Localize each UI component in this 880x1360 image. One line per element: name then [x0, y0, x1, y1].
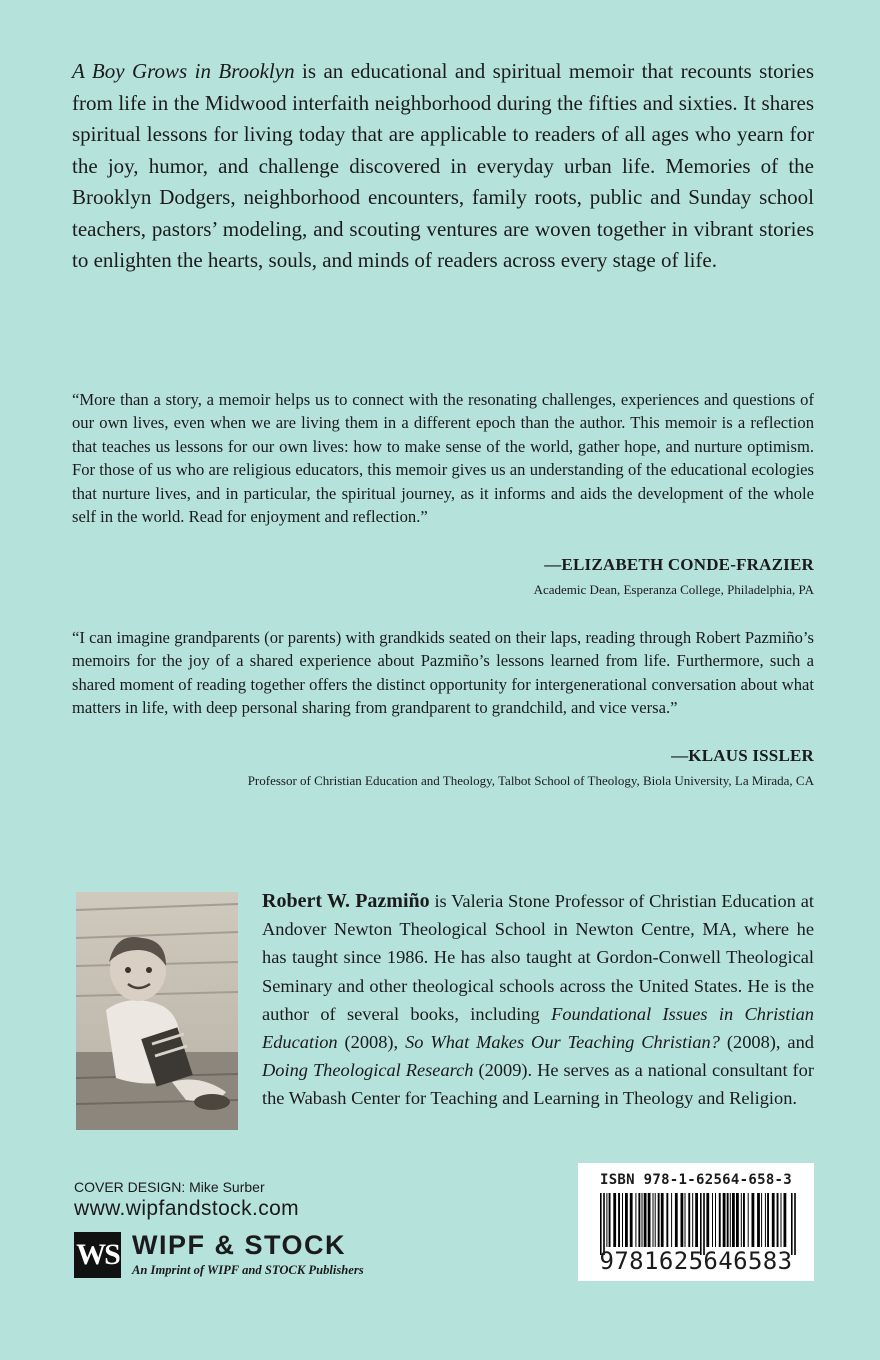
- barcode-bar: [752, 1193, 755, 1247]
- barcode-bar: [757, 1193, 760, 1247]
- barcode-bar: [700, 1193, 702, 1255]
- barcode-bar: [622, 1193, 623, 1247]
- isbn-barcode: [578, 1163, 814, 1281]
- publisher-imprint: An Imprint of WIPF and STOCK Publishers: [132, 1263, 364, 1277]
- author-photo: [76, 892, 238, 1130]
- endorsement-quote-2: “I can imagine grandparents (or parents) with grandkids seated on their laps, reading through Robert Pazmiño’s memoirs for the joy of a shared experience about Pazmiño’s lessons learned from life. Furthermore, such a shared moment of reading together offers the distinct opportunity for intergenerational conversation about what matters in life, with deep personal sharing from grandparent to grandchild, and vice versa.”: [72, 628, 814, 718]
- endorsement-author-2: —KLAUS ISSLER: [671, 746, 814, 765]
- endorsement-affiliation-1: Academic Dean, Esperanza College, Philadelphia, PA: [533, 582, 814, 597]
- bio-text-2: (2008),: [337, 1032, 406, 1053]
- barcode-bar: [653, 1193, 654, 1247]
- book-description-text: is an educational and spiritual memoir that recounts stories from life in the Midwood interfaith neighborhood during the fifties and sixties. It shares spiritual lessons for living today that are applicable to readers of all ages who yearn for the joy, humor, and challenge discovered in everyday urban life. Memories of the Brooklyn Dodgers, neighborhood encounters, family roots, public and Sunday school teachers, pastors’ modeling, and scouting ventures are woven together in vibrant stories to enlighten the hearts, souls, and minds of readers across every stage of life.: [72, 59, 814, 272]
- barcode-bar: [712, 1193, 713, 1247]
- publisher-logo: [74, 1232, 404, 1280]
- barcode-bar: [644, 1193, 647, 1247]
- barcode-bar: [666, 1193, 668, 1247]
- barcode-bar: [719, 1193, 721, 1247]
- barcode-bar: [741, 1193, 742, 1247]
- barcode-bar: [655, 1193, 656, 1247]
- barcode-bar: [692, 1193, 693, 1247]
- bio-text-3: (2008), and: [719, 1032, 814, 1053]
- book-foundational-issues: Foundational Issues in Christian Education: [262, 1003, 814, 1053]
- barcode-bar: [600, 1193, 602, 1255]
- barcode-bar: [603, 1193, 605, 1255]
- barcode-bar: [606, 1193, 607, 1247]
- barcode-bar: [695, 1193, 698, 1247]
- bio-text-4: (2009). He serves as a national consultant for the Wabash Center for Teaching and Learning in Theology and Religion.: [262, 1060, 814, 1109]
- barcode-bar: [730, 1193, 731, 1247]
- barcode-bar: [648, 1193, 651, 1247]
- barcode-bar: [791, 1193, 793, 1255]
- cover-design-label: COVER DESIGN:: [74, 1179, 186, 1195]
- publisher-logo-mark: WS: [74, 1232, 121, 1278]
- barcode-bar: [723, 1193, 726, 1247]
- barcode-bar: [635, 1193, 636, 1247]
- publisher-website: www.wipfandstock.com: [74, 1197, 300, 1220]
- barcode-bar: [743, 1193, 745, 1247]
- barcode-bar: [642, 1193, 643, 1247]
- cover-design-credit: [74, 1179, 265, 1195]
- barcode-bar: [613, 1193, 616, 1247]
- barcode-bar: [688, 1193, 690, 1247]
- endorsement-author-1: —ELIZABETH CONDE-FRAZIER: [544, 555, 814, 574]
- barcode-bar: [625, 1193, 628, 1247]
- author-photo-image: [76, 892, 238, 1130]
- cover-designer-name: Mike Surber: [185, 1179, 265, 1195]
- isbn-number: ISBN 978-1-62564-658-3: [599, 1172, 793, 1188]
- endorsement-quote-1: “More than a story, a memoir helps us to connect with the resonating challenges, experiences and questions of our own lives, even when we are living them in a different epoch than the author. This memoir is a reflection that teaches us lessons for our own lives: how to make sense of the world, gather hope, and nurture optimism. For those of us who are religious educators, this memoir gives us an understanding of the educational ecologies that nurture lives, and in particular, the spiritual journey, as it informs and aids the development of the whole self in the world. Read for enjoyment and reflection.”: [72, 390, 814, 527]
- barcode-bar: [761, 1193, 762, 1247]
- ean-digits: 9781625646583: [599, 1247, 793, 1275]
- barcode-bar: [715, 1193, 716, 1247]
- barcode-bar: [681, 1193, 684, 1247]
- barcode-bar: [638, 1193, 640, 1247]
- barcode-bar: [732, 1193, 735, 1247]
- barcode-bar: [618, 1193, 620, 1247]
- barcode-bar: [661, 1193, 664, 1247]
- barcode-bar: [765, 1193, 766, 1247]
- barcode-bar: [727, 1193, 729, 1247]
- barcode-bar: [748, 1193, 749, 1247]
- barcode-bar: [703, 1193, 705, 1255]
- barcode-bar: [671, 1193, 672, 1247]
- publisher-name: WIPF & STOCK: [132, 1230, 347, 1260]
- barcode-bar: [630, 1193, 633, 1247]
- barcode-bar: [706, 1193, 709, 1247]
- endorsement-affiliation-2: Professor of Christian Education and Theology, Talbot School of Theology, Biola University, La Mirada, CA: [247, 773, 814, 788]
- barcode-bar: [609, 1193, 611, 1247]
- barcode-bar: [685, 1193, 686, 1247]
- barcode-bar: [784, 1193, 787, 1247]
- bio-text-1: is Valeria Stone Professor of Christian Education at Andover Newton Theological School in Newton Centre, MA, where he has taught since 1986. He has also taught at Gordon-Conwell Theological Seminary and other theological schools across the United States. He is the author of several books, including: [262, 891, 815, 1024]
- book-so-what-makes: So What Makes Our Teaching Christian?: [405, 1032, 720, 1053]
- book-doing-theological-research: Doing Theological Research: [262, 1060, 474, 1081]
- barcode-bar: [772, 1193, 775, 1247]
- barcode-bar: [658, 1193, 660, 1247]
- barcode-bar: [777, 1193, 779, 1247]
- barcode-bar: [675, 1193, 678, 1247]
- barcode-bar: [767, 1193, 769, 1247]
- book-title: A Boy Grows in Brooklyn: [72, 59, 295, 83]
- author-bio: [262, 887, 814, 1113]
- barcode-bar: [736, 1193, 739, 1247]
- book-description: [72, 56, 814, 277]
- barcode-bar: [794, 1193, 796, 1255]
- barcode-bar: [781, 1193, 782, 1247]
- author-name: Robert W. Pazmiño: [262, 890, 430, 912]
